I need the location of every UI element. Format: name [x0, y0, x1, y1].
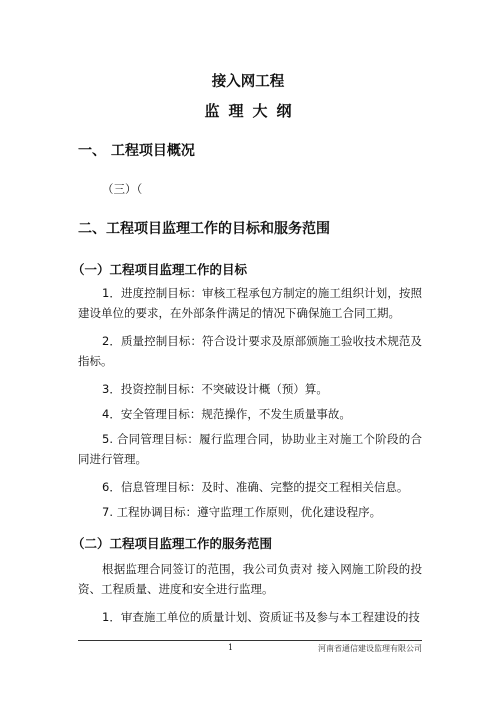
section-heading-2: 二、工程项目监理工作的目标和服务范围 — [78, 221, 330, 237]
goal-item-1: 1．进度控制目标：审核工程承包方制定的施工组织计划，按照建设单位的要求，在外部条件满足的情况下确保施工合同工期。 — [78, 286, 422, 320]
subsection-heading-goals: （一）工程项目监理工作的目标 — [72, 262, 248, 277]
goal-item-4: 4．安全管理目标：规范操作，不发生质量事故。 — [102, 407, 351, 421]
subsection-heading-scope: （二）工程项目监理工作的服务范围 — [72, 536, 273, 551]
goal-item-7: 7. 工程协调目标：遵守监理工作原则，优化建设程序。 — [102, 505, 382, 519]
document-title: 接入网工程 — [211, 74, 285, 90]
goal-item-5: 5. 合同管理目标：履行监理合同，协助业主对施工个阶段的合同进行管理。 — [78, 432, 422, 466]
footer-company: 河南省通信建设监理有限公司 — [318, 644, 422, 653]
goal-item-3: 3．投资控制目标：不突破设计概（预）算。 — [102, 382, 328, 396]
page-number: 1 — [228, 643, 234, 652]
scope-item-1: 1．审查施工单位的质量计划、资质证书及参与本工程建设的技 — [102, 610, 420, 624]
document-subtitle: 监理大纲 — [204, 102, 301, 120]
scope-paragraph: 根据监理合同签订的范围，我公司负责对 接入网施工阶段的投资、工程质量、进度和安全进行监理。 — [78, 562, 422, 596]
footer-divider — [78, 640, 422, 641]
section-1-subitem: （三）（ — [102, 182, 143, 196]
goal-item-2: 2．质量控制目标：符合设计要求及原部颁施工验收技术规范及指标。 — [78, 334, 422, 368]
goal-item-6: 6．信息管理目标：及时、准确、完整的提交工程相关信息。 — [102, 480, 409, 494]
section-heading-1: 一、 工程项目概况 — [78, 143, 195, 159]
